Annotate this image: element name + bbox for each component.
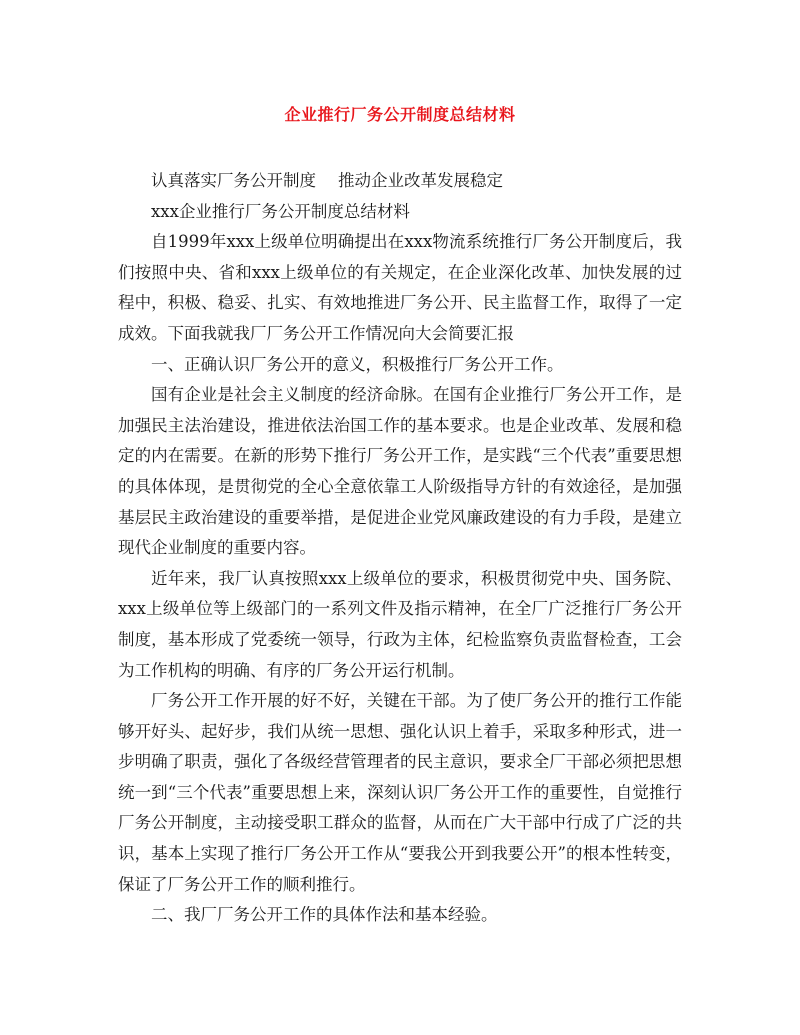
paragraph-report-heading: xxx企业推行厂务公开制度总结材料 bbox=[151, 201, 410, 221]
paragraph-significance: 国有企业是社会主义制度的经济命脉。在国有企业推行厂务公开工作，是加强民主法治建设，推进依法治国工作的基本要求。也是企业改革、发展和稳定的内在需要。在新的形势下推行厂务公开工作，是实践“三个代表”重要思想的具体体现，是贯彻党的全心全意依靠工人阶级指导方针的有效途径，是加强基层民主政治建设的重要举措，是促进企业党风廉政建设的有力手段，是建立现代企业制度的重要内容。 bbox=[118, 385, 682, 558]
paragraph-cadres: 厂务公开工作开展的好不好，关键在干部。为了使厂务公开的推行工作能够开好头、起好步，我们从统一思想、强化认识上着手，采取多种形式，进一步明确了职责，强化了各级经营管理者的民主意识，要求全厂干部必须把思想统一到“三个代表”重要思想上来，深刻认识厂务公开工作的重要性，自觉推行厂务公开制度，主动接受职工群众的监督，从而在广大干部中行成了广泛的共识，基本上实现了推行厂务公开工作从“要我公开到我要公开”的根本性转变，保证了厂务公开工作的顺利推行。 bbox=[118, 691, 682, 894]
document-title: 企业推行厂务公开制度总结材料 bbox=[284, 105, 516, 124]
section-heading-1: 一、正确认识厂务公开的意义，积极推行厂务公开工作。 bbox=[151, 354, 564, 374]
section-heading-2: 二、我厂厂务公开工作的具体作法和基本经验。 bbox=[151, 905, 498, 925]
paragraph-recent-years: 近年来，我厂认真按照xxx上级单位的要求，积极贯彻党中央、国务院、xxx上级单位等上级部门的一系列文件及指示精神，在全厂广泛推行厂务公开制度，基本形成了党委统一领导，行政为主体，纪检监察负责监督检查，工会为工作机构的明确、有序的厂务公开运行机制。 bbox=[118, 568, 682, 680]
paragraph-intro: 自1999年xxx上级单位明确提出在xxx物流系统推行厂务公开制度后，我们按照中央、省和xxx上级单位的有关规定，在企业深化改革、加快发展的过程中，积极、稳妥、扎实、有效地推进厂务公开、民主监督工作，取得了一定成效。下面我就我厂厂务公开工作情况向大会简要汇报 bbox=[118, 232, 682, 343]
subtitle-left: 认真落实厂务公开制度 bbox=[151, 171, 316, 190]
document-subtitle bbox=[118, 166, 682, 197]
subtitle-right: 推动企业改革发展稳定 bbox=[338, 171, 503, 190]
document-body bbox=[118, 166, 682, 931]
